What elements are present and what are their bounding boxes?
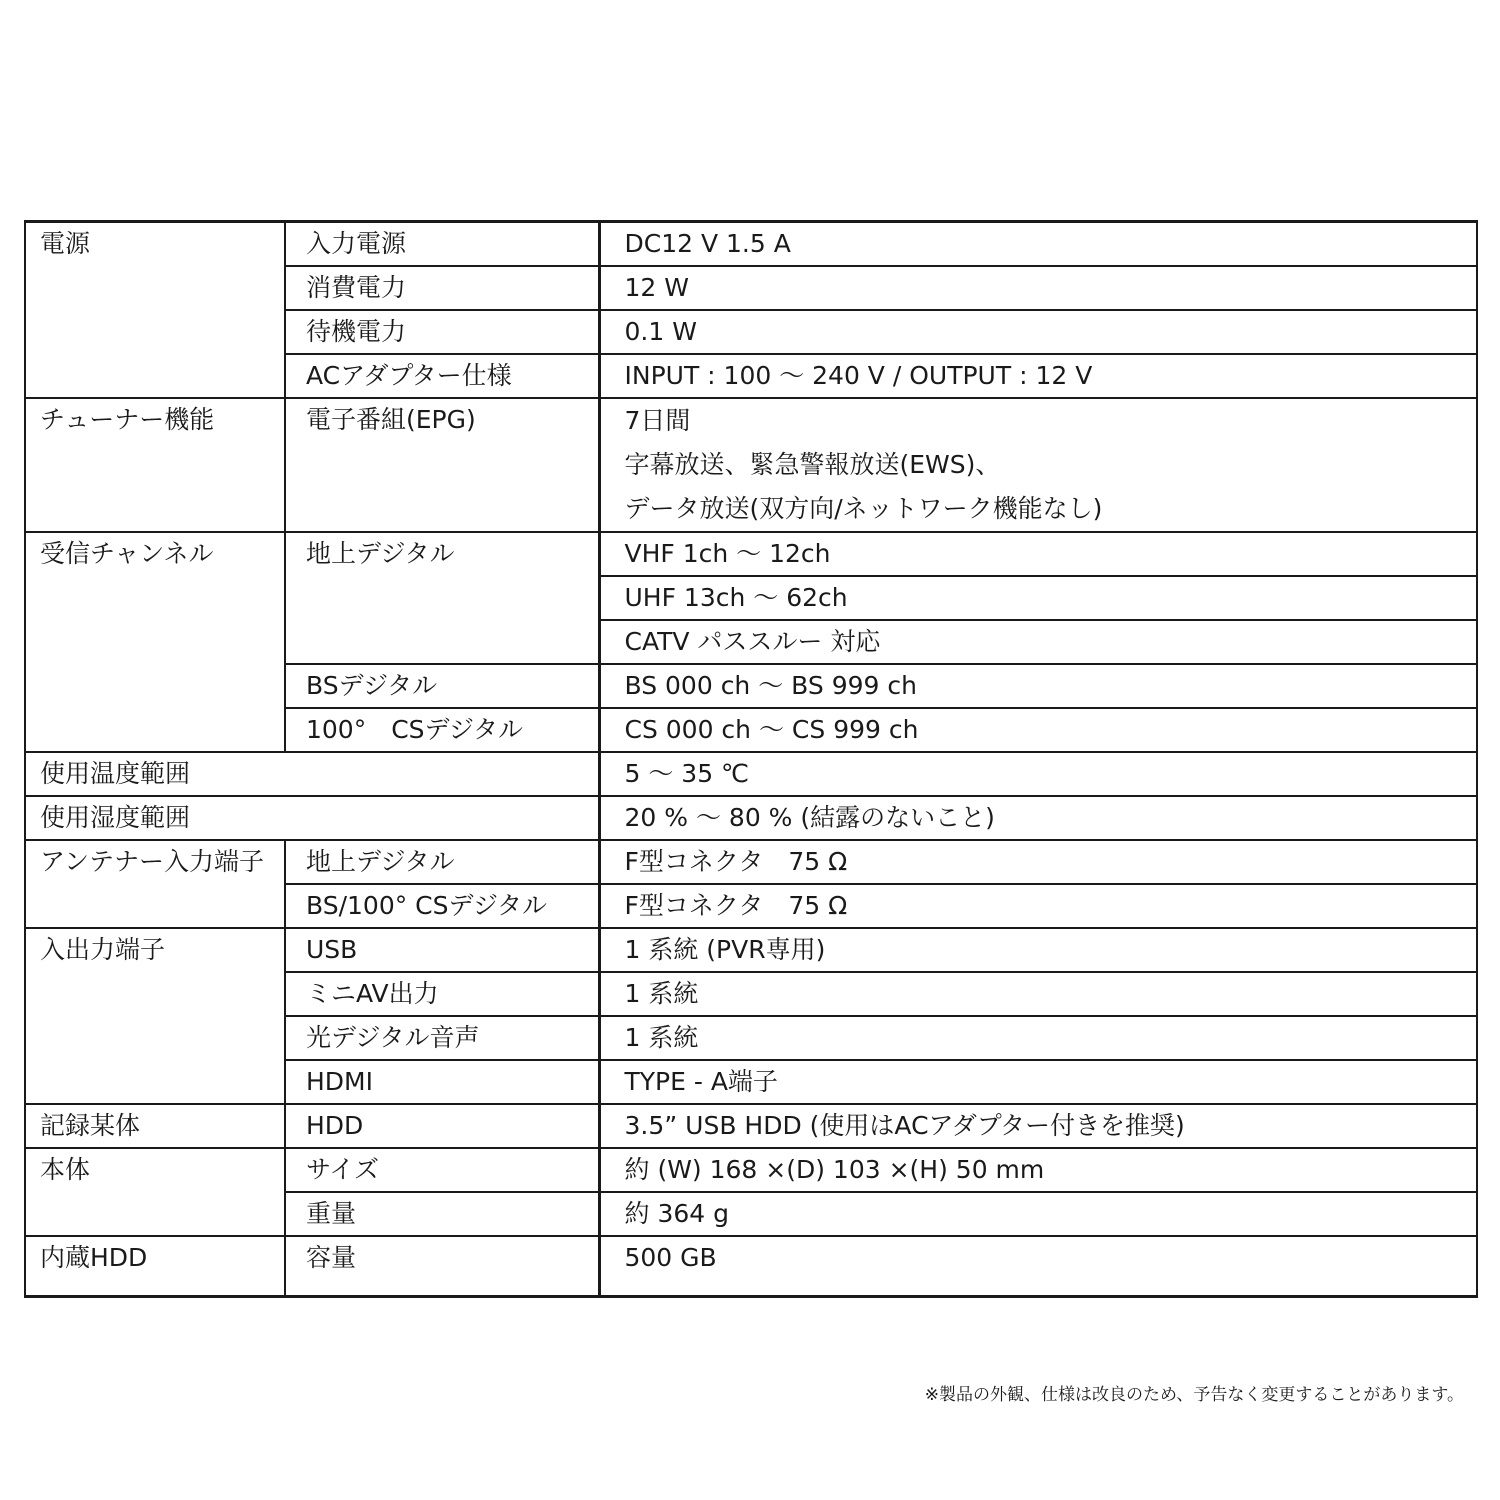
spec-value: 約 364 g [599, 1192, 1477, 1236]
spec-label: 100° CSデジタル [285, 708, 599, 752]
category-power: 電源 [25, 222, 285, 399]
spec-label: 地上デジタル [285, 532, 599, 664]
spec-value: 約 (W) 168 ×(D) 103 ×(H) 50 mm [599, 1148, 1477, 1192]
epg-line: 字幕放送、緊急警報放送(EWS)、 [624, 450, 1001, 479]
spec-value: VHF 1ch ～ 12ch [599, 532, 1477, 576]
table-row [25, 840, 1477, 884]
spec-value: 500 GB [599, 1236, 1477, 1297]
table-row [25, 928, 1477, 972]
category-body: 本体 [25, 1148, 285, 1236]
table-row [25, 398, 1477, 532]
spec-value: TYPE - A端子 [599, 1060, 1477, 1104]
spec-value: 3.5” USB HDD (使用はACアダプター付きを推奨) [599, 1104, 1477, 1148]
spec-table [24, 220, 1478, 1298]
spec-value: 1 系統 (PVR専用) [599, 928, 1477, 972]
category-antenna: アンテナー入力端子 [25, 840, 285, 928]
spec-label: 消費電力 [285, 266, 599, 310]
spec-label: サイズ [285, 1148, 599, 1192]
spec-value: INPUT : 100 ～ 240 V / OUTPUT : 12 V [599, 354, 1477, 398]
footnote: ※製品の外観、仕様は改良のため、予告なく変更することがあります。 [924, 1385, 1464, 1405]
spec-value: F型コネクタ 75 Ω [599, 840, 1477, 884]
spec-label: 電子番組(EPG) [285, 398, 599, 532]
spec-label: 地上デジタル [285, 840, 599, 884]
table-row [25, 532, 1477, 576]
category-media: 記録某体 [25, 1104, 285, 1148]
spec-label: 光デジタル音声 [285, 1016, 599, 1060]
spec-value: 1 系統 [599, 1016, 1477, 1060]
spec-value: F型コネクタ 75 Ω [599, 884, 1477, 928]
category-temperature: 使用温度範囲 [25, 752, 599, 796]
category-tuner: チューナー機能 [25, 398, 285, 532]
spec-label: BSデジタル [285, 664, 599, 708]
epg-line: データ放送(双方向/ネットワーク機能なし) [624, 494, 1103, 523]
spec-value [599, 398, 1477, 532]
category-io: 入出力端子 [25, 928, 285, 1104]
spec-label: HDMI [285, 1060, 599, 1104]
spec-label: 待機電力 [285, 310, 599, 354]
spec-label: USB [285, 928, 599, 972]
spec-value: 12 W [599, 266, 1477, 310]
spec-value: BS 000 ch ～ BS 999 ch [599, 664, 1477, 708]
spec-label: 入力電源 [285, 222, 599, 267]
spec-label: HDD [285, 1104, 599, 1148]
spec-value: 5 ～ 35 ℃ [599, 752, 1477, 796]
table-row [25, 1148, 1477, 1192]
epg-line: 7日間 [624, 406, 691, 435]
spec-label: 重量 [285, 1192, 599, 1236]
table-row [25, 222, 1477, 267]
table-row [25, 752, 1477, 796]
spec-value: 0.1 W [599, 310, 1477, 354]
spec-label: ミニAV出力 [285, 972, 599, 1016]
spec-value: CATV パススルー 対応 [599, 620, 1477, 664]
category-channels: 受信チャンネル [25, 532, 285, 752]
category-internal-hdd: 内蔵HDD [40, 1243, 148, 1272]
table-row [25, 1236, 1477, 1297]
category-humidity: 使用湿度範囲 [25, 796, 599, 840]
spec-label: ACアダプター仕様 [285, 354, 599, 398]
spec-value: 1 系統 [599, 972, 1477, 1016]
spec-value: UHF 13ch ～ 62ch [599, 576, 1477, 620]
spec-value: DC12 V 1.5 A [599, 222, 1477, 267]
spec-label: 容量 [285, 1236, 599, 1297]
spec-value: CS 000 ch ～ CS 999 ch [599, 708, 1477, 752]
spec-value: 20 % ～ 80 % (結露のないこと) [599, 796, 1477, 840]
spec-label: BS/100° CSデジタル [285, 884, 599, 928]
table-row [25, 796, 1477, 840]
table-row [25, 1104, 1477, 1148]
